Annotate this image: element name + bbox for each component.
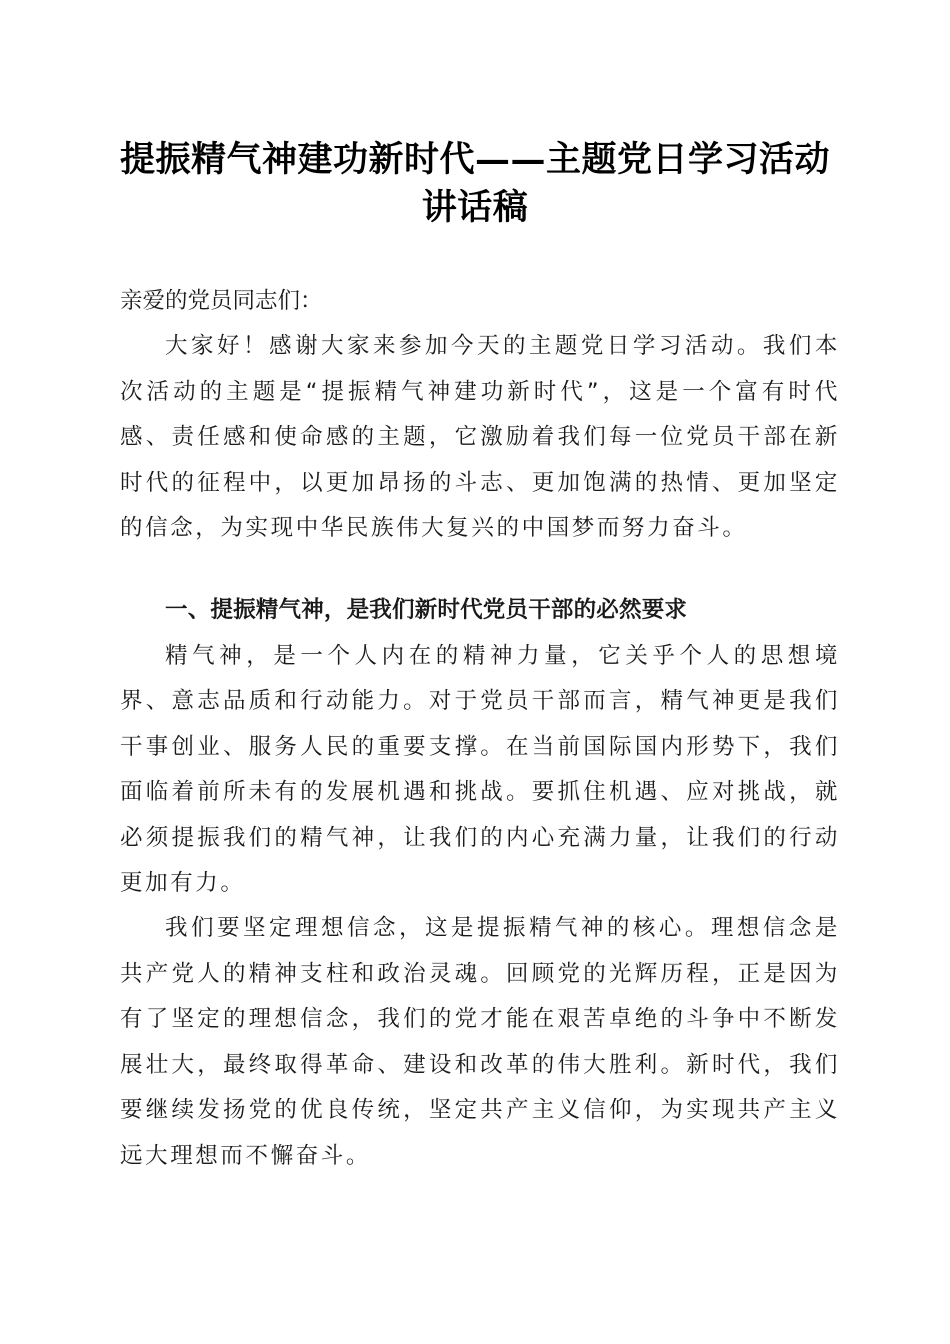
section-1-paragraph: 我们要坚定理想信念，这是提振精气神的核心。理想信念是共产党人的精神支柱和政治灵魂。回顾党的光辉历程，正是因为有了坚定的理想信念，我们的党才能在艰苦卓绝的斗争中不断发展壮大，最终取得革命、建设和改革的伟大胜利。新时代，我们要继续发扬党的优良传统，坚定共产主义信仰，为实现共产主义远大理想而不懈奋斗。 bbox=[120, 915, 840, 1169]
greeting: 亲爱的党员同志们： bbox=[120, 288, 323, 314]
intro-section bbox=[120, 324, 840, 552]
document-title-line-1: 提振精气神建功新时代——主题党日学习活动 bbox=[119, 139, 830, 180]
section-1-heading: 一、提振精气神，是我们新时代党员干部的必然要求 bbox=[165, 597, 688, 623]
section-1 bbox=[120, 588, 840, 907]
intro-paragraph: 大家好！感谢大家来参加今天的主题党日学习活动。我们本次活动的主题是“提振精气神建功新时代”，这是一个富有时代感、责任感和使命感的主题，它激励着我们每一位党员干部在新时代的征程中，以更加昂扬的斗志、更加饱满的热情、更加坚定的信念，为实现中华民族伟大复兴的中国梦而努力奋斗。 bbox=[120, 333, 840, 541]
section-1-continued bbox=[120, 906, 840, 1179]
section-1-paragraph: 精气神，是一个人内在的精神力量，它关乎个人的思想境界、意志品质和行动能力。对于党员干部而言，精气神更是我们干事创业、服务人民的重要支撑。在当前国际国内形势下，我们面临着前所未有的发展机遇和挑战。要抓住机遇、应对挑战，就必须提振我们的精气神，让我们的内心充满力量，让我们的行动更加有力。 bbox=[120, 642, 840, 896]
document-title-line-2: 讲话稿 bbox=[421, 187, 529, 228]
